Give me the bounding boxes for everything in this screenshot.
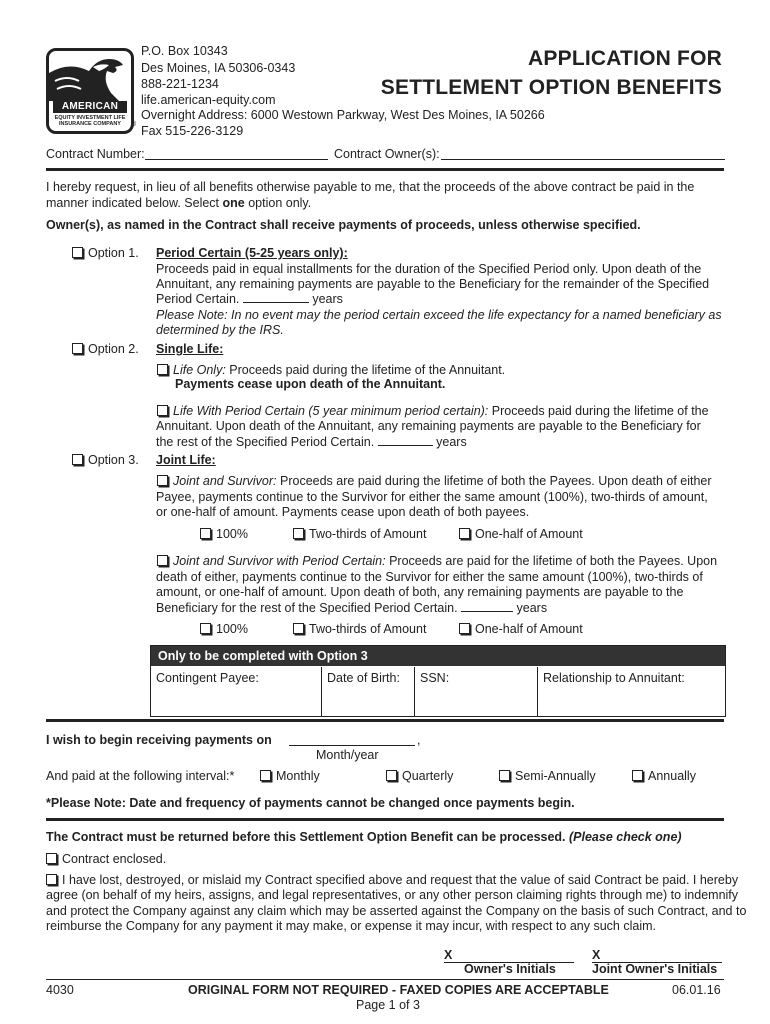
checkbox[interactable] bbox=[200, 528, 211, 539]
fax: Fax 515-226-3129 bbox=[141, 124, 244, 138]
life-only[interactable]: Life Only: Proceeds paid during the lifetime of the Annuitant. bbox=[157, 363, 505, 379]
owners-note: Owner(s), as named in the Contract shall receive payments of proceeds, unless otherwise specified. bbox=[46, 218, 641, 232]
form-title-line2: SETTLEMENT OPTION BENEFITS bbox=[380, 76, 722, 99]
logo-name: AMERICAN bbox=[53, 101, 127, 113]
js-text3: or one-half of amount. Payments cease upon death of both payees. bbox=[156, 505, 530, 519]
option2-title: Single Life: bbox=[156, 342, 224, 356]
contract-owner-field[interactable] bbox=[441, 159, 725, 160]
lost-text4: reimburse the Company for any payment it may make, or expense it may incur, with respect to any such claim. bbox=[46, 919, 656, 933]
contingent-payee-table bbox=[150, 645, 726, 717]
option3-title: Joint Life: bbox=[156, 453, 216, 467]
form-date: 06.01.16 bbox=[672, 983, 721, 997]
option3-label[interactable]: Option 3. bbox=[72, 453, 139, 469]
lost-text3: and protect the Company against any claim which may be asserted against the Company on the basis of such Contract, and to bbox=[46, 904, 747, 918]
website: life.american-equity.com bbox=[141, 93, 276, 107]
jspc-years-field[interactable] bbox=[461, 611, 513, 612]
logo-sub2: INSURANCE COMPANY bbox=[59, 121, 121, 127]
address-line-2: Des Moines, IA 50306-0343 bbox=[141, 61, 296, 75]
js-amount-100[interactable]: 100% bbox=[200, 527, 248, 543]
lwpc-text2: Annuitant. Upon death of the Annuitant, any remaining payments are payable to the Beneficiary for bbox=[156, 419, 701, 433]
js-amount-one-half[interactable]: One-half of Amount bbox=[459, 527, 583, 543]
checkbox[interactable] bbox=[293, 623, 304, 634]
checkbox[interactable] bbox=[260, 770, 271, 781]
interval-annually[interactable]: Annually bbox=[632, 769, 696, 785]
checkbox[interactable] bbox=[632, 770, 643, 781]
contract-enclosed[interactable]: Contract enclosed. bbox=[46, 852, 166, 868]
checkbox[interactable] bbox=[386, 770, 397, 781]
footer-notice: ORIGINAL FORM NOT REQUIRED - FAXED COPIES ARE ACCEPTABLE bbox=[188, 983, 609, 997]
checkbox[interactable] bbox=[499, 770, 510, 781]
js-amount-two-thirds[interactable]: Two-thirds of Amount bbox=[293, 527, 426, 543]
jspc-checkbox[interactable] bbox=[157, 555, 168, 566]
interval-semi-annually[interactable]: Semi-Annually bbox=[499, 769, 596, 785]
joint-survivor-checkbox[interactable] bbox=[157, 475, 168, 486]
owner-initials-label: Owner's Initials bbox=[464, 962, 556, 976]
month-year-label: Month/year bbox=[316, 748, 379, 762]
table-header: Only to be completed with Option 3 bbox=[151, 646, 725, 666]
form-number: 4030 bbox=[46, 983, 74, 997]
option1-note2: determined by the IRS. bbox=[156, 323, 284, 337]
begin-payments-label: I wish to begin receiving payments on bbox=[46, 733, 272, 747]
lost-text2: agree (on behalf of my heirs, assigns, and legal representatives, or any other person claiming rights through me) to indemnify bbox=[46, 888, 739, 902]
logo-sub1: EQUITY INVESTMENT LIFE bbox=[54, 115, 126, 121]
return-heading: The Contract must be returned before this Settlement Option Benefit can be processed. (Please check one) bbox=[46, 830, 682, 844]
life-only-note: Payments cease upon death of the Annuitant. bbox=[175, 377, 446, 391]
dob-cell[interactable]: Date of Birth: bbox=[321, 667, 412, 716]
divider bbox=[46, 719, 724, 722]
interval-quarterly[interactable]: Quarterly bbox=[386, 769, 453, 785]
option1-label[interactable]: Option 1. bbox=[72, 246, 139, 262]
option3-checkbox[interactable] bbox=[72, 454, 83, 465]
lost-contract[interactable]: I have lost, destroyed, or mislaid my Contract specified above and request that the value of said Contract be paid. I hereby bbox=[46, 873, 738, 889]
checkbox[interactable] bbox=[459, 528, 470, 539]
divider bbox=[46, 818, 724, 821]
comma: , bbox=[417, 733, 421, 747]
jspc-text3: amount, or one-half of amount. Upon death of both, any remaining payments are payable to the bbox=[156, 585, 684, 599]
option1-checkbox[interactable] bbox=[72, 247, 83, 258]
life-only-checkbox[interactable] bbox=[157, 364, 168, 375]
checkbox[interactable] bbox=[293, 528, 304, 539]
joint-initials-label: Joint Owner's Initials bbox=[592, 962, 718, 976]
life-period-certain[interactable]: Life With Period Certain (5 year minimum period certain): Proceeds paid during the lifetime of the bbox=[157, 404, 709, 420]
ssn-cell[interactable]: SSN: bbox=[414, 667, 535, 716]
payment-note: *Please Note: Date and frequency of payments cannot be changed once payments begin. bbox=[46, 796, 575, 810]
registered-mark: ® bbox=[131, 121, 137, 128]
option1-note1: Please Note: In no event may the period certain exceed the life expectancy for a named beneficiary as bbox=[156, 308, 722, 322]
interval-monthly[interactable]: Monthly bbox=[260, 769, 320, 785]
phone: 888-221-1234 bbox=[141, 77, 219, 91]
option1-text1: Proceeds paid in equal installments for the duration of the Specified Period only. Upon death of the bbox=[156, 262, 702, 276]
life-period-certain-checkbox[interactable] bbox=[157, 405, 168, 416]
page-number: Page 1 of 3 bbox=[356, 998, 420, 1012]
form-title-line1: APPLICATION FOR bbox=[528, 47, 722, 70]
company-logo bbox=[46, 48, 137, 134]
divider bbox=[46, 168, 724, 171]
relationship-cell[interactable]: Relationship to Annuitant: bbox=[537, 667, 724, 716]
option2-label[interactable]: Option 2. bbox=[72, 342, 139, 358]
option2-checkbox[interactable] bbox=[72, 343, 83, 354]
owner-x: X bbox=[444, 948, 453, 962]
contract-number-label: Contract Number: bbox=[46, 147, 145, 161]
interval-label: And paid at the following interval:* bbox=[46, 769, 235, 783]
joint-x: X bbox=[592, 948, 601, 962]
eagle-icon bbox=[49, 51, 131, 101]
footer-divider bbox=[46, 979, 724, 980]
option1-title: Period Certain (5-25 years only): bbox=[156, 246, 348, 260]
jspc-amount-100[interactable]: 100% bbox=[200, 622, 248, 638]
jspc-amount-one-half[interactable]: One-half of Amount bbox=[459, 622, 583, 638]
begin-date-field[interactable] bbox=[289, 745, 415, 746]
lwpc-years-field[interactable] bbox=[378, 445, 433, 446]
intro-line-2: manner indicated below. Select one option only. bbox=[46, 196, 312, 210]
joint-survivor[interactable]: Joint and Survivor: Proceeds are paid during the lifetime of both the Payees. Upon death of either bbox=[157, 474, 712, 490]
contract-owner-label: Contract Owner(s): bbox=[334, 147, 440, 161]
overnight-address: Overnight Address: 6000 Westown Parkway, West Des Moines, IA 50266 bbox=[141, 108, 545, 122]
lost-contract-checkbox[interactable] bbox=[46, 874, 57, 885]
contingent-payee-cell[interactable]: Contingent Payee: bbox=[156, 671, 259, 685]
intro-line-1: I hereby request, in lieu of all benefits otherwise payable to me, that the proceeds of the above contract be paid in the bbox=[46, 180, 695, 194]
jspc-amount-two-thirds[interactable]: Two-thirds of Amount bbox=[293, 622, 426, 638]
option1-text2: Annuitant, any remaining payments are payable to the Beneficiary for the remainder of the Specified bbox=[156, 277, 710, 291]
joint-survivor-period[interactable]: Joint and Survivor with Period Certain: Proceeds are paid for the lifetime of both the Payees. Upon bbox=[157, 554, 717, 570]
checkbox[interactable] bbox=[200, 623, 211, 634]
lwpc-text3: the rest of the Specified Period Certain. years bbox=[156, 435, 467, 449]
contract-enclosed-checkbox[interactable] bbox=[46, 853, 57, 864]
checkbox[interactable] bbox=[459, 623, 470, 634]
jspc-text2: death of either, payments continue to the Survivor for either the same amount (100%), two-thirds of bbox=[156, 570, 703, 584]
js-text2: Payee, payments continue to the Survivor for either the same amount (100%), two-thirds of amount, bbox=[156, 490, 708, 504]
option1-text3: Period Certain. years bbox=[156, 292, 343, 306]
option1-years-field[interactable] bbox=[243, 302, 309, 303]
contract-number-field[interactable] bbox=[145, 159, 328, 160]
jspc-text4: Beneficiary for the rest of the Specified Period Certain. years bbox=[156, 601, 548, 615]
address-line-1: P.O. Box 10343 bbox=[141, 44, 228, 58]
